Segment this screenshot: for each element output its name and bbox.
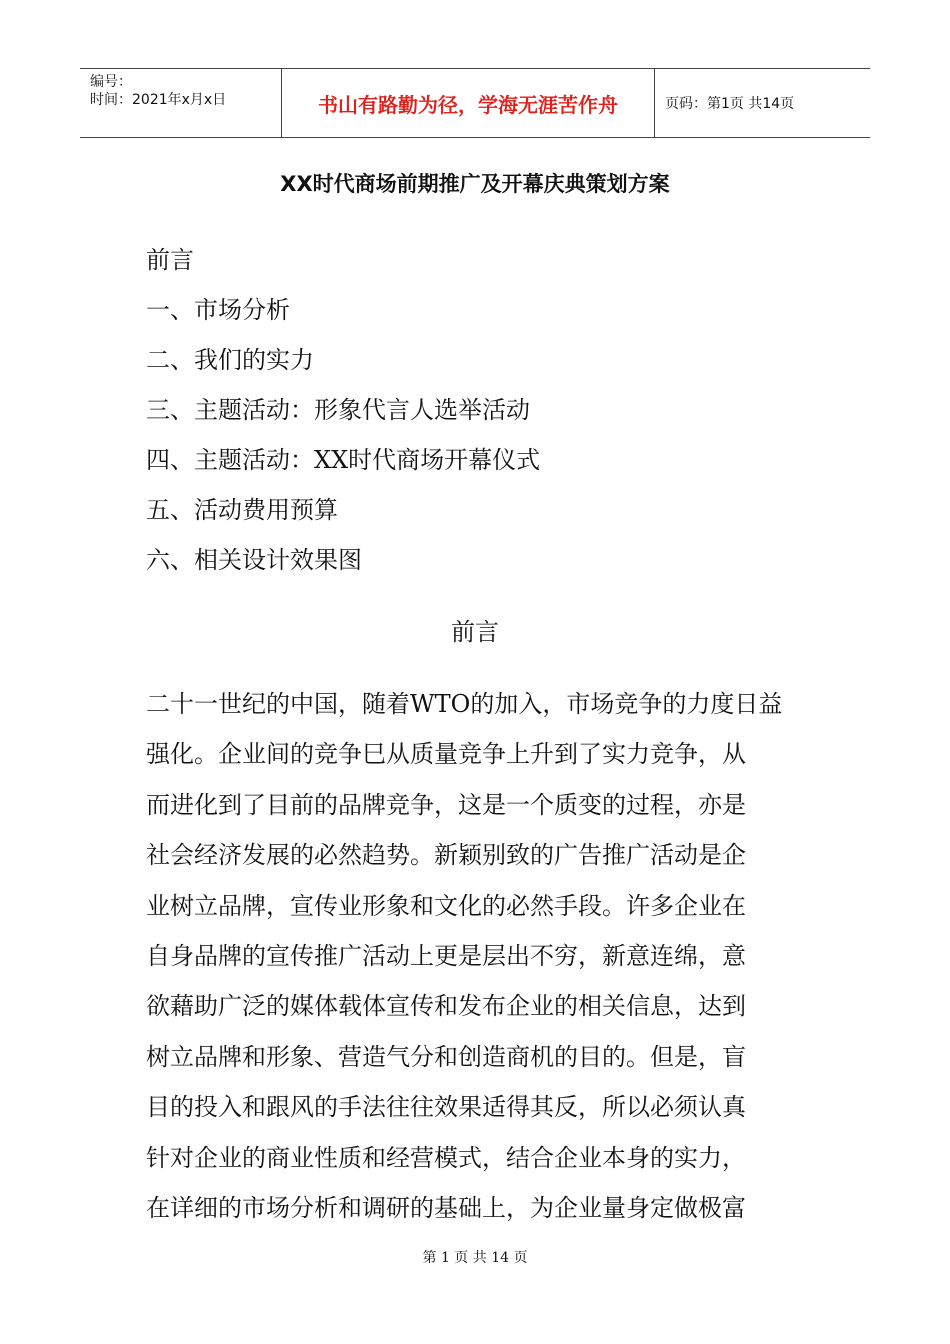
body-line: 社会经济发展的必然趋势。新颖别致的广告推广活动是企 bbox=[146, 841, 746, 870]
page-footer: 第 1 页 共 14 页 bbox=[422, 1250, 528, 1266]
body-line: 目的投入和跟风的手法往往效果适得其反，所以必须认真 bbox=[146, 1093, 746, 1122]
toc-item: 三、主题活动：形象代言人选举活动 bbox=[146, 396, 530, 424]
toc-item: 二、我们的实力 bbox=[146, 346, 314, 374]
toc-item: 五、活动费用预算 bbox=[146, 496, 338, 524]
body-line: 在详细的市场分析和调研的基础上，为企业量身定做极富 bbox=[146, 1193, 746, 1222]
body-line: 针对企业的商业性质和经营模式，结合企业本身的实力， bbox=[146, 1143, 746, 1172]
body-line: 欲藉助广泛的媒体载体宣传和发布企业的相关信息，达到 bbox=[146, 992, 746, 1021]
header-motto: 书山有路勤为径，学海无涯苦作舟 bbox=[282, 69, 655, 137]
header-meta-cell bbox=[80, 69, 282, 137]
body-line: 而进化到了目前的品牌竞争，这是一个质变的过程，亦是 bbox=[146, 790, 746, 819]
header-page-info: 页码：第1页 共14页 bbox=[665, 96, 795, 112]
body-line: 二十一世纪的中国，随着WTO的加入，市场竞争的力度日益 bbox=[146, 690, 783, 718]
time-label: 时间：2021年x月x日 bbox=[90, 92, 227, 108]
toc-item: 四、主题活动：XX时代商场开幕仪式 bbox=[146, 446, 541, 474]
toc-item: 一、市场分析 bbox=[146, 296, 290, 324]
body-line: 业树立品牌，宣传业形象和文化的必然手段。许多企业在 bbox=[146, 891, 746, 920]
table-of-contents bbox=[146, 240, 540, 590]
toc-item: 六、相关设计效果图 bbox=[146, 546, 362, 574]
body-line: 自身品牌的宣传推广活动上更是层出不穷，新意连绵，意 bbox=[146, 941, 746, 970]
number-label: 编号： bbox=[90, 74, 132, 90]
body-line: 树立品牌和形象、营造气分和创造商机的目的。但是，盲 bbox=[146, 1042, 746, 1071]
section-heading: 前言 bbox=[451, 618, 499, 646]
document-title: XX时代商场前期推广及开幕庆典策划方案 bbox=[280, 172, 670, 196]
header-table bbox=[80, 68, 870, 138]
body-text bbox=[146, 682, 826, 1236]
toc-item: 前言 bbox=[146, 246, 194, 274]
body-line: 强化。企业间的竞争巳从质量竞争上升到了实力竞争，从 bbox=[146, 740, 746, 769]
